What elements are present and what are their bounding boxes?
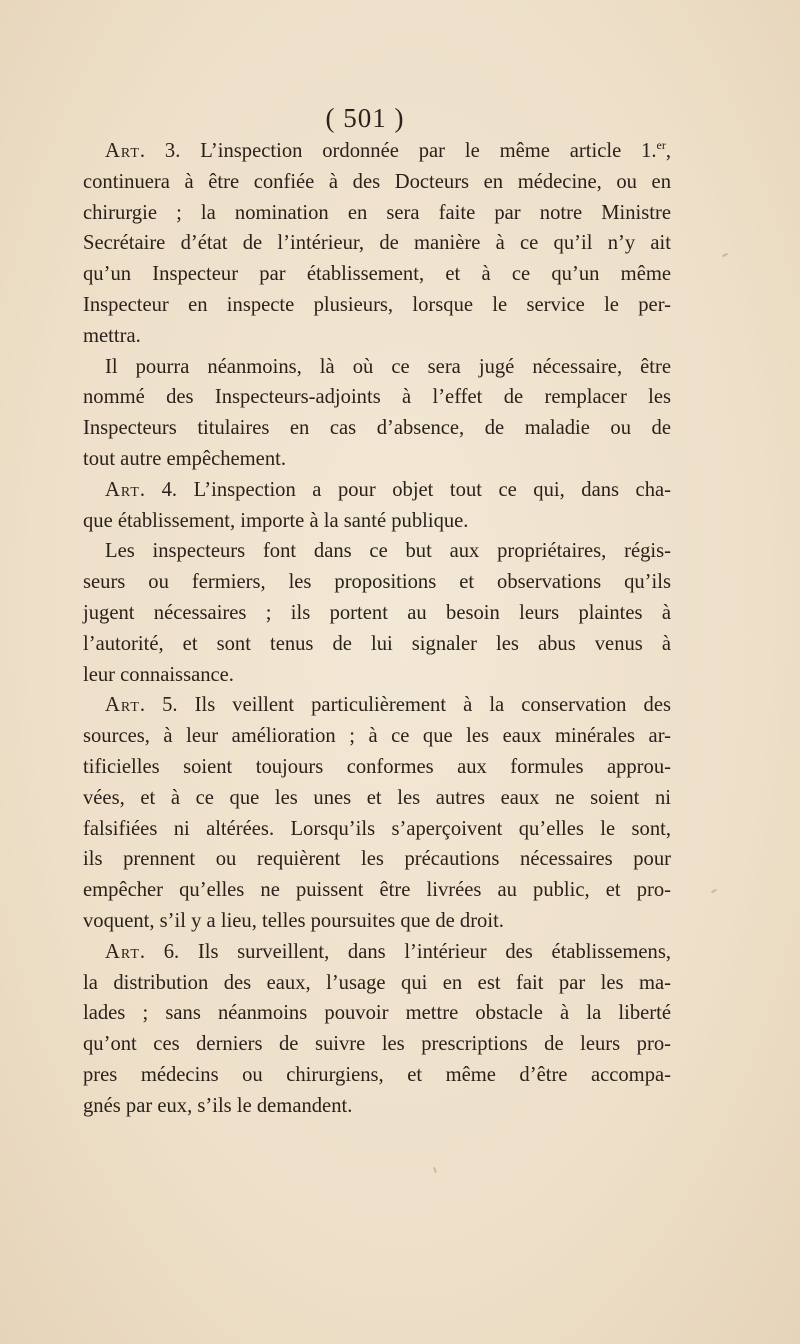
text-line: chirurgie ; la nomination en sera faite par notre Ministre (83, 201, 671, 224)
text-line: continuera à être confiée à des Docteurs en médecine, ou en (83, 170, 671, 193)
article-text: . 4. L’inspection a pour objet tout ce qui, dans cha- (139, 478, 671, 501)
text-line: que établissement, importe à la santé publique. (83, 509, 469, 532)
text-line: ils prennent ou requièrent les précautions nécessaires pour (83, 848, 671, 871)
paper-speck (711, 889, 717, 894)
text-line: leur connaissance. (83, 663, 234, 686)
text-line: Inspecteur en inspecte plusieurs, lorsque le service le per- (83, 293, 671, 316)
text-line: Les inspecteurs font dans ce but aux propriétaires, régis- (105, 540, 671, 563)
text-line: Inspecteurs titulaires en cas d’absence, de maladie ou de (83, 417, 671, 440)
text-line: la distribution des eaux, l’usage qui en est fait par les ma- (83, 971, 671, 994)
text-line: tout autre empêchement. (83, 447, 286, 470)
article-text: . 3. L’inspection ordonnée par le même article 1. (139, 140, 657, 162)
paper-speck (722, 253, 728, 258)
text-line: mettra. (83, 324, 141, 347)
text-line (83, 475, 671, 506)
paper-speck (433, 1167, 437, 1173)
text-line: pres médecins ou chirurgiens, et même d’être accompa- (83, 1063, 671, 1086)
punctuation: , (665, 140, 671, 162)
text-line (83, 690, 671, 721)
article-label: Art (105, 694, 140, 717)
text-line: empêcher qu’elles ne puissent être livrées au public, et pro- (83, 879, 671, 902)
superscript: er (656, 138, 666, 153)
article-label: Art (105, 940, 140, 963)
text-line: lades ; sans néanmoins pouvoir mettre obstacle à la liberté (83, 1002, 671, 1025)
text-line: qu’ont ces derniers de suivre les prescriptions de leurs pro- (83, 1033, 671, 1056)
article-label: Art (105, 478, 140, 501)
text-line: Il pourra néanmoins, là où ce sera jugé nécessaire, être (105, 355, 671, 378)
text-line: tificielles soient toujours conformes aux formules approu- (83, 755, 671, 778)
text-line: l’autorité, et sont tenus de lui signaler les abus venus à (83, 632, 671, 655)
text-line: gnés par eux, s’ils le demandent. (83, 1094, 353, 1117)
article-text: . 5. Ils veillent particulièrement à la conservation des (139, 694, 671, 717)
text-line: nommé des Inspecteurs-adjoints à l’effet de remplacer les (83, 386, 671, 409)
text-line: seurs ou fermiers, les propositions et observations qu’ils (83, 571, 671, 594)
article-text: . 6. Ils surveillent, dans l’intérieur des établissemens, (139, 940, 671, 963)
text-line: falsifiées ni altérées. Lorsqu’ils s’aperçoivent qu’elles le sont, (83, 817, 671, 840)
text-line: voquent, s’il y a lieu, telles poursuites que de droit. (83, 909, 504, 932)
text-line: Secrétaire d’état de l’intérieur, de manière à ce qu’il n’y ait (83, 232, 671, 255)
body-text (83, 136, 671, 1122)
text-line: jugent nécessaires ; ils portent au besoin leurs plaintes à (83, 601, 671, 624)
text-line (83, 937, 671, 968)
text-line (83, 136, 671, 167)
page-number: ( 501 ) (325, 103, 405, 133)
text-line: sources, à leur amélioration ; à ce que les eaux minérales ar- (83, 725, 671, 748)
article-label: Art (105, 140, 140, 162)
text-line: qu’un Inspecteur par établissement, et à ce qu’un même (83, 263, 671, 286)
text-line: vées, et à ce que les unes et les autres eaux ne soient ni (83, 786, 671, 809)
